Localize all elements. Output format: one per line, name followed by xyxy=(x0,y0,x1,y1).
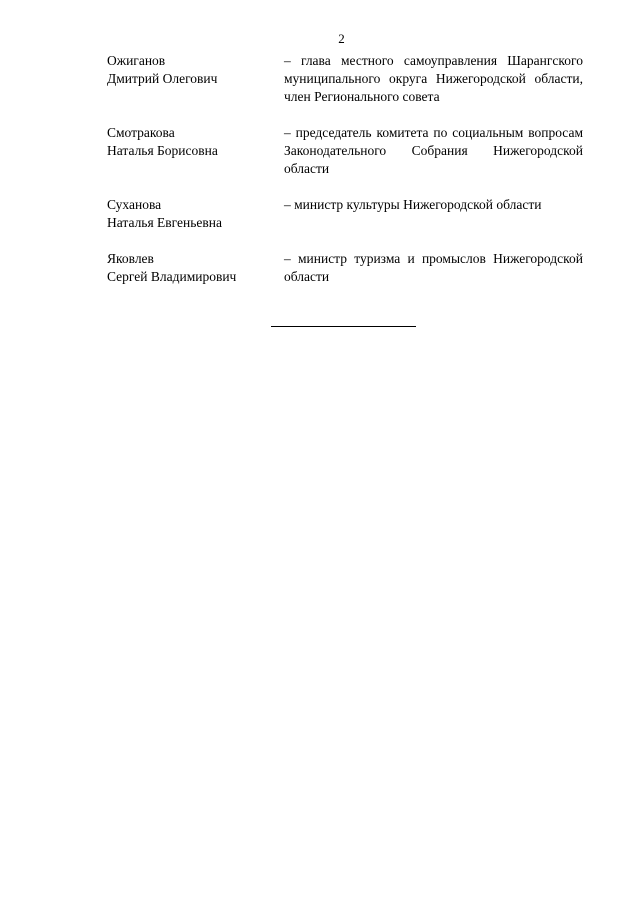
list-item xyxy=(107,124,583,178)
member-surname: Суханова xyxy=(107,197,162,212)
member-role: – министр культуры Нижегородской области xyxy=(284,197,542,212)
member-surname: Яковлев xyxy=(107,251,154,266)
member-given-names: Наталья Евгеньевна xyxy=(107,215,222,230)
list-item xyxy=(107,250,583,286)
page-number: 2 xyxy=(338,31,345,46)
member-name xyxy=(107,250,284,286)
member-surname: Смотракова xyxy=(107,125,175,140)
member-surname: Ожиганов xyxy=(107,53,166,68)
list-item xyxy=(107,52,583,106)
member-name xyxy=(107,52,284,106)
list-item xyxy=(107,196,583,232)
member-name xyxy=(107,124,284,178)
member-role: – глава местного самоуправления Шарангского муниципального округа Нижегородской области, член Регионального совета xyxy=(284,53,583,104)
member-given-names: Сергей Владимирович xyxy=(107,269,237,284)
member-given-names: Наталья Борисовна xyxy=(107,143,218,158)
member-role: – министр туризма и промыслов Нижегородской области xyxy=(284,251,583,284)
member-given-names: Дмитрий Олегович xyxy=(107,71,218,86)
member-role: – председатель комитета по социальным вопросам Законодательного Собрания Нижегородской области xyxy=(284,125,583,176)
member-list xyxy=(107,52,583,304)
end-separator-line xyxy=(271,326,416,327)
member-name xyxy=(107,196,284,232)
